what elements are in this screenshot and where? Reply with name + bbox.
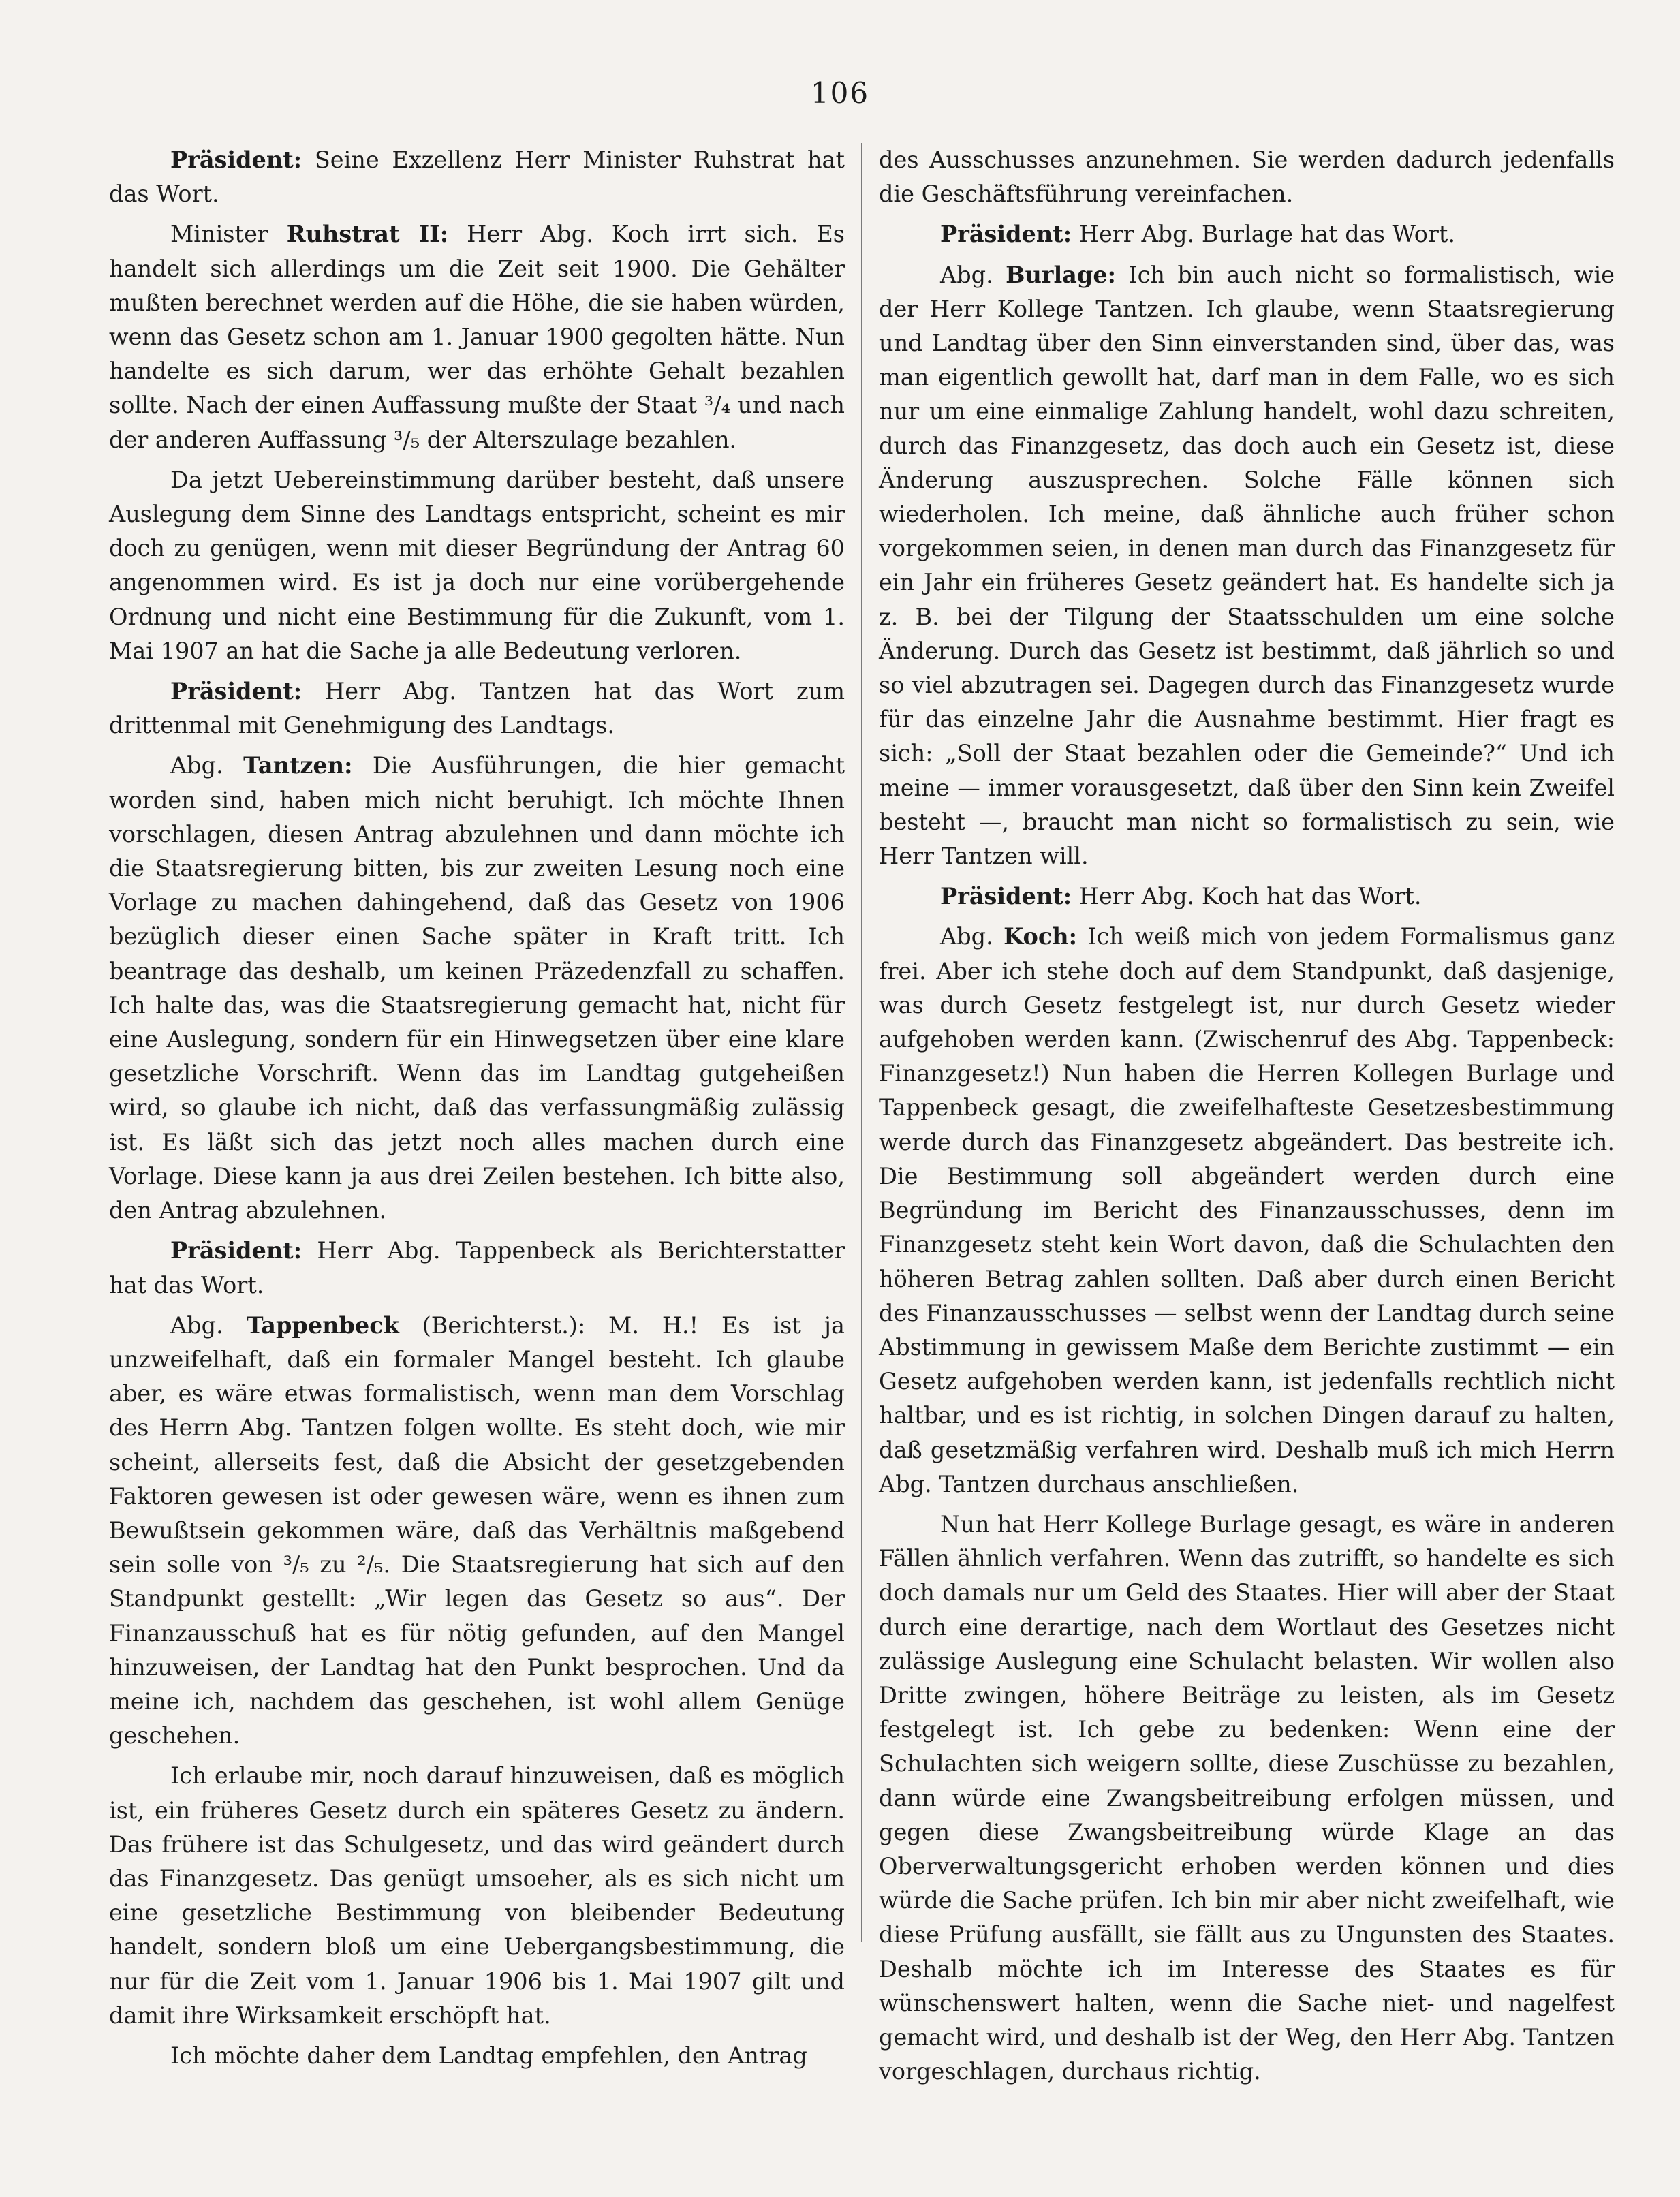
speaker-name: Ruhstrat II: [286,221,449,248]
paragraph-text: Ich weiß mich von jedem Formalismus ganz frei. Aber ich stehe doch auf dem Standpunkt, daß dasjenige, was durch Gesetz festgelegt ist, nur durch Gesetz wieder aufgehoben werden kann. (Zwischenruf des Abg. Tappenbeck: Finanzgesetz!) Nun haben die Herren Kollegen Burlage und Tappenbeck gesagt, die zweifelhafteste Gesetzesbestimmung werde durch das Finanzgesetz abgeändert. Das bestreite ich. Die Bestimmung soll abgeändert werden durch eine Begründung im Bericht des Finanzausschusses, denn im Finanzgesetz steht kein Wort davon, daß die Schulachten den höheren Betrag zahlen sollten. Daß aber durch einen Bericht des Finanzausschusses — selbst wenn der Landtag durch seine Abstimmung in gewissem Maße dem Berichte zustimmt — ein Gesetz aufgehoben werden kann, ist jedenfalls rechtlich nicht haltbar, und es ist richtig, in solchen Dingen darauf zu halten, daß gesetzmäßig verfahren wird. Deshalb muß ich mich Herrn Abg. Tantzen durchaus anschließen. [879,923,1615,1497]
speaker-prefix: Abg. [170,752,223,779]
left-column [109,143,845,2073]
speaker-prefix: Abg. [940,261,993,288]
speech-paragraph [109,217,845,456]
speech-paragraph [109,1234,845,1302]
right-column [879,143,1615,2095]
paragraph-text: Herr Abg. Tantzen hat das Wort zum drittenmal mit Genehmigung des Landtags. [109,678,845,739]
speaker-name: Präsident: [170,146,302,173]
text-paragraph [879,1508,1615,2089]
speaker-prefix: Abg. [940,923,993,950]
paragraph-text: Da jetzt Uebereinstimmung darüber besteht, daß unsere Auslegung dem Sinne des Landtags entspricht, scheint es mir doch zu genügen, wenn mit dieser Begründung der Antrag 60 angenommen wird. Es ist ja doch nur eine vorübergehende Ordnung und nicht eine Bestimmung für die Zukunft, vom 1. Mai 1907 an hat die Sache ja alle Bedeutung verloren. [109,466,845,664]
speaker-prefix: Minister [170,221,268,248]
paragraph-text: des Ausschusses anzunehmen. Sie werden dadurch jedenfalls die Geschäftsführung vereinfachen. [879,146,1615,208]
speaker-name: Präsident: [940,221,1072,248]
speech-paragraph [879,258,1615,874]
speech-paragraph [109,674,845,743]
speech-paragraph [109,749,845,1228]
paragraph-text: Ich erlaube mir, noch darauf hinzuweisen, daß es möglich ist, ein früheres Gesetz durch ein späteres Gesetz zu ändern. Das frühere ist das Schulgesetz, und das wird geändert durch das Finanzgesetz. Das genügt umsoeher, als es sich nicht um eine gesetzliche Bestimmung von bleibender Bedeutung handelt, sondern bloß um eine Uebergangsbestimmung, die nur für die Zeit vom 1. Januar 1906 bis 1. Mai 1907 gilt und damit ihre Wirksamkeit erschöpft hat. [109,1762,845,2029]
column-divider [861,143,862,1942]
paragraph-text: Herr Abg. Koch irrt sich. Es handelt sich allerdings um die Zeit seit 1900. Die Gehälter mußten berechnet werden auf die Höhe, die sie haben würden, wenn das Gesetz schon am 1. Januar 1900 gegolten hätte. Nun handelte es sich darum, wer das erhöhte Gehalt bezahlen sollte. Nach der einen Auffassung mußte der Staat ³/₄ und nach der anderen Auffassung ³/₅ der Alterszulage bezahlen. [109,221,845,453]
speaker-name: Präsident: [940,883,1072,910]
speaker-name: Präsident: [170,678,302,705]
text-paragraph [109,1759,845,2033]
speech-paragraph [879,879,1615,914]
paragraph-text: Die Ausführungen, die hier gemacht worden sind, haben mich nicht beruhigt. Ich möchte Ihnen vorschlagen, diesen Antrag abzulehnen und dann möchte ich die Staatsregierung bitten, bis zur zweiten Lesung noch eine Vorlage zu machen dahingehend, daß das Gesetz von 1906 bezüglich dieser einen Sache später in Kraft tritt. Ich beantrage das deshalb, um keinen Präzedenzfall zu schaffen. Ich halte das, was die Staatsregierung gemacht hat, nicht für eine Auslegung, sondern für ein Hinwegsetzen über eine klare gesetzliche Vorschrift. Wenn das im Landtag gutgeheißen wird, so glaube ich nicht, daß das verfassungmäßig zulässig ist. Es läßt sich das jetzt noch alles machen durch eine Vorlage. Diese kann ja aus drei Zeilen bestehen. Ich bitte also, den Antrag abzulehnen. [109,752,845,1224]
speech-paragraph [879,217,1615,251]
text-paragraph [109,463,845,668]
paragraph-text: Herr Abg. Burlage hat das Wort. [1078,221,1456,248]
speech-paragraph [109,1309,845,1754]
speaker-name: Präsident: [170,1237,302,1264]
speaker-name: Burlage: [1006,261,1116,288]
speaker-prefix: Abg. [170,1311,223,1339]
paragraph-text: Ich bin auch nicht so formalistisch, wie der Herr Kollege Tantzen. Ich glaube, wenn Staatsregierung und Landtag über den Sinn einverstanden sind, über das, was man eigentlich gewollt hat, darf man in dem Falle, wo es sich nur um eine einmalige Zahlung handelt, wohl dazu schreiten, durch das Finanzgesetz, das doch auch ein Gesetz ist, diese Änderung auszusprechen. Solche Fälle können sich wiederholen. Ich meine, daß ähnliche auch früher schon vorgekommen seien, in denen man durch das Finanzgesetz für ein Jahr ein früheres Gesetz geändert hat. Es handelte sich ja z. B. bei der Tilgung der Staatsschulden um eine solche Änderung. Durch das Gesetz ist bestimmt, daß jährlich so und so viel abzutragen sei. Dagegen durch das Finanzgesetz wurde für das einzelne Jahr die Ausnahme bestimmt. Hier fragt es sich: „Soll der Staat bezahlen oder die Gemeinde?“ Und ich meine — immer vorausgesetzt, daß über den Sinn kein Zweifel besteht —, braucht man nicht so formalistisch zu sein, wie Herr Tantzen will. [879,261,1615,870]
paragraph-text: Nun hat Herr Kollege Burlage gesagt, es wäre in anderen Fällen ähnlich verfahren. Wenn das zutrifft, so handelte es sich doch damals nur um Geld des Staates. Hier will aber der Staat durch eine derartige, nach dem Wortlaut des Gesetzes nicht zulässige Auslegung eine Schulacht belasten. Wir wollen also Dritte zwingen, höhere Beiträge zu leisten, als im Gesetz festgelegt ist. Ich gebe zu bedenken: Wenn eine der Schulachten sich weigern sollte, diese Zuschüsse zu bezahlen, dann würde eine Zwangsbeitreibung erfolgen müssen, und gegen diese Zwangsbeitreibung würde Klage an das Oberverwaltungsgericht erhoben werden können und dies würde die Sache prüfen. Ich bin mir aber nicht zweifelhaft, wie diese Prüfung ausfällt, sie fällt aus zu Ungunsten des Staates. Deshalb möchte ich im Interesse des Staates es für wünschenswert halten, wenn die Sache niet- und nagelfest gemacht wird, und deshalb ist der Weg, den Herr Abg. Tantzen vorgeschlagen, durchaus richtig. [879,1510,1615,2085]
paragraph-text: Herr Abg. Koch hat das Wort. [1078,883,1422,910]
paragraph-text: (Berichterst.): M. H.! Es ist ja unzweifelhaft, daß ein formaler Mangel besteht. Ich glaube aber, es wäre etwas formalistisch, wenn man dem Vorschlag des Herrn Abg. Tantzen folgen wollte. Es steht doch, wie mir scheint, allerseits fest, daß die Absicht der gesetzgebenden Faktoren gewesen ist oder gewesen wäre, wenn es ihnen zum Bewußtsein gekommen wäre, daß das Verhältnis maßgebend sein solle von ³/₅ zu ²/₅. Die Staatsregierung hat sich auf den Standpunkt gestellt: „Wir legen das Gesetz so aus“. Der Finanzausschuß hat es für nötig gefunden, auf den Mangel hinzuweisen, der Landtag hat den Punkt besprochen. Und da meine ich, nachdem das geschehen, ist wohl allem Genüge geschehen. [109,1311,845,1749]
speaker-name: Tappenbeck [246,1311,399,1339]
paragraph-text: Seine Exzellenz Herr Minister Ruhstrat hat das Wort. [109,146,845,208]
paragraph-text: Herr Abg. Tappenbeck als Berichterstatter hat das Wort. [109,1237,845,1298]
text-paragraph [879,143,1615,211]
text-paragraph [109,2039,845,2073]
page-number: 106 [810,76,870,110]
speech-paragraph [879,920,1615,1501]
speaker-name: Tantzen: [243,752,353,779]
speech-paragraph [109,143,845,211]
paragraph-text: Ich möchte daher dem Landtag empfehlen, den Antrag [170,2042,807,2069]
speaker-name: Koch: [1004,923,1078,950]
